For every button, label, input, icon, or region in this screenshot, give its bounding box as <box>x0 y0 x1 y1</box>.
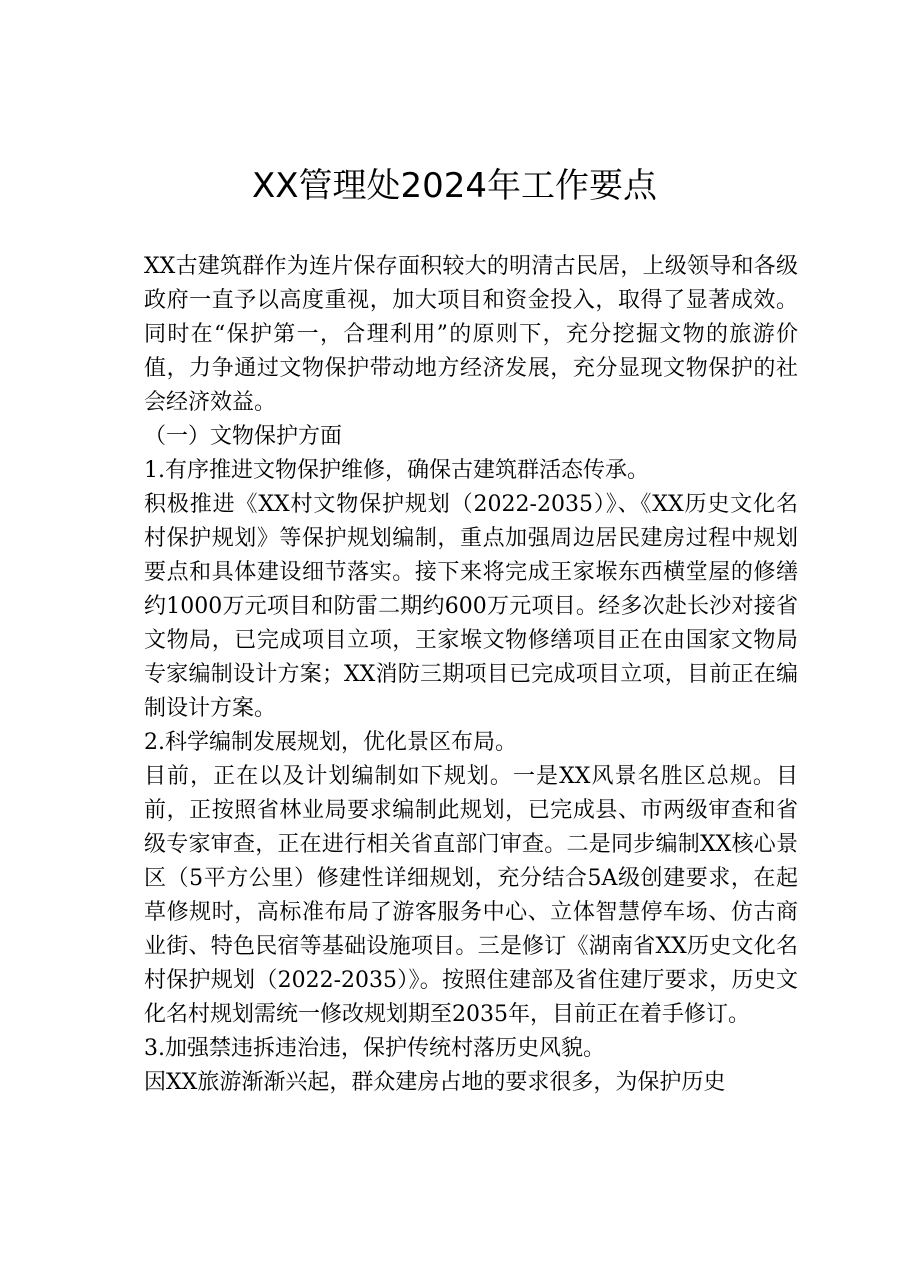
item-paragraph-3: 因XX旅游渐渐兴起，群众建房占地的要求很多，为保护历史 <box>144 1070 726 1095</box>
item-paragraph-1: 积极推进《XX村文物保护规划（2022-2035）》、《XX历史文化名村保护规划》等保护规划编制，重点加强周边居民建房过程中规划要点和具体建设细节落实。接下来将完成王家堠东西横堂屋的修缮约1000万元项目和防雷二期约600万元项目。经多次赴长沙对接省文物局，已完成项目立项，王家堠文物修缮项目正在由国家文物局专家编制设计方案；XX消防三期项目已完成项目立项，目前正在编制设计方案。 <box>144 492 798 721</box>
document-title: XX管理处2024年工作要点 <box>251 166 658 206</box>
item-paragraph-2: 目前，正在以及计划编制如下规划。一是XX风景名胜区总规。目前，正按照省林业局要求编制此规划，已完成县、市两级审查和省级专家审查，正在进行相关省直部门审查。二是同步编制XX核心景区（5平方公里）修建性详细规划，充分结合5A级创建要求，在起草修规时，高标准布局了游客服务中心、立体智慧停车场、仿古商业街、特色民宿等基础设施项目。三是修订《湖南省XX历史文化名村保护规划（2022-2035）》。按照住建部及省住建厅要求，历史文化名村规划需统一修改规划期至2035年，目前正在着手修订。 <box>144 764 798 1027</box>
item-heading-1: 1.有序推进文物保护维修，确保古建筑群活态传承。 <box>144 458 649 483</box>
document-body <box>138 250 798 1100</box>
item-heading-3: 3.加强禁违拆违治违，保护传统村落历史风貌。 <box>144 1036 605 1061</box>
intro-paragraph: XX古建筑群作为连片保存面积较大的明清古民居，上级领导和各级政府一直予以高度重视，加大项目和资金投入，取得了显著成效。同时在“保护第一，合理利用”的原则下，充分挖掘文物的旅游价值，力争通过文物保护带动地方经济发展，充分显现文物保护的社会经济效益。 <box>144 254 798 415</box>
item-heading-2: 2.科学编制发展规划，优化景区布局。 <box>144 730 517 755</box>
section-heading: （一）文物保护方面 <box>144 424 343 449</box>
